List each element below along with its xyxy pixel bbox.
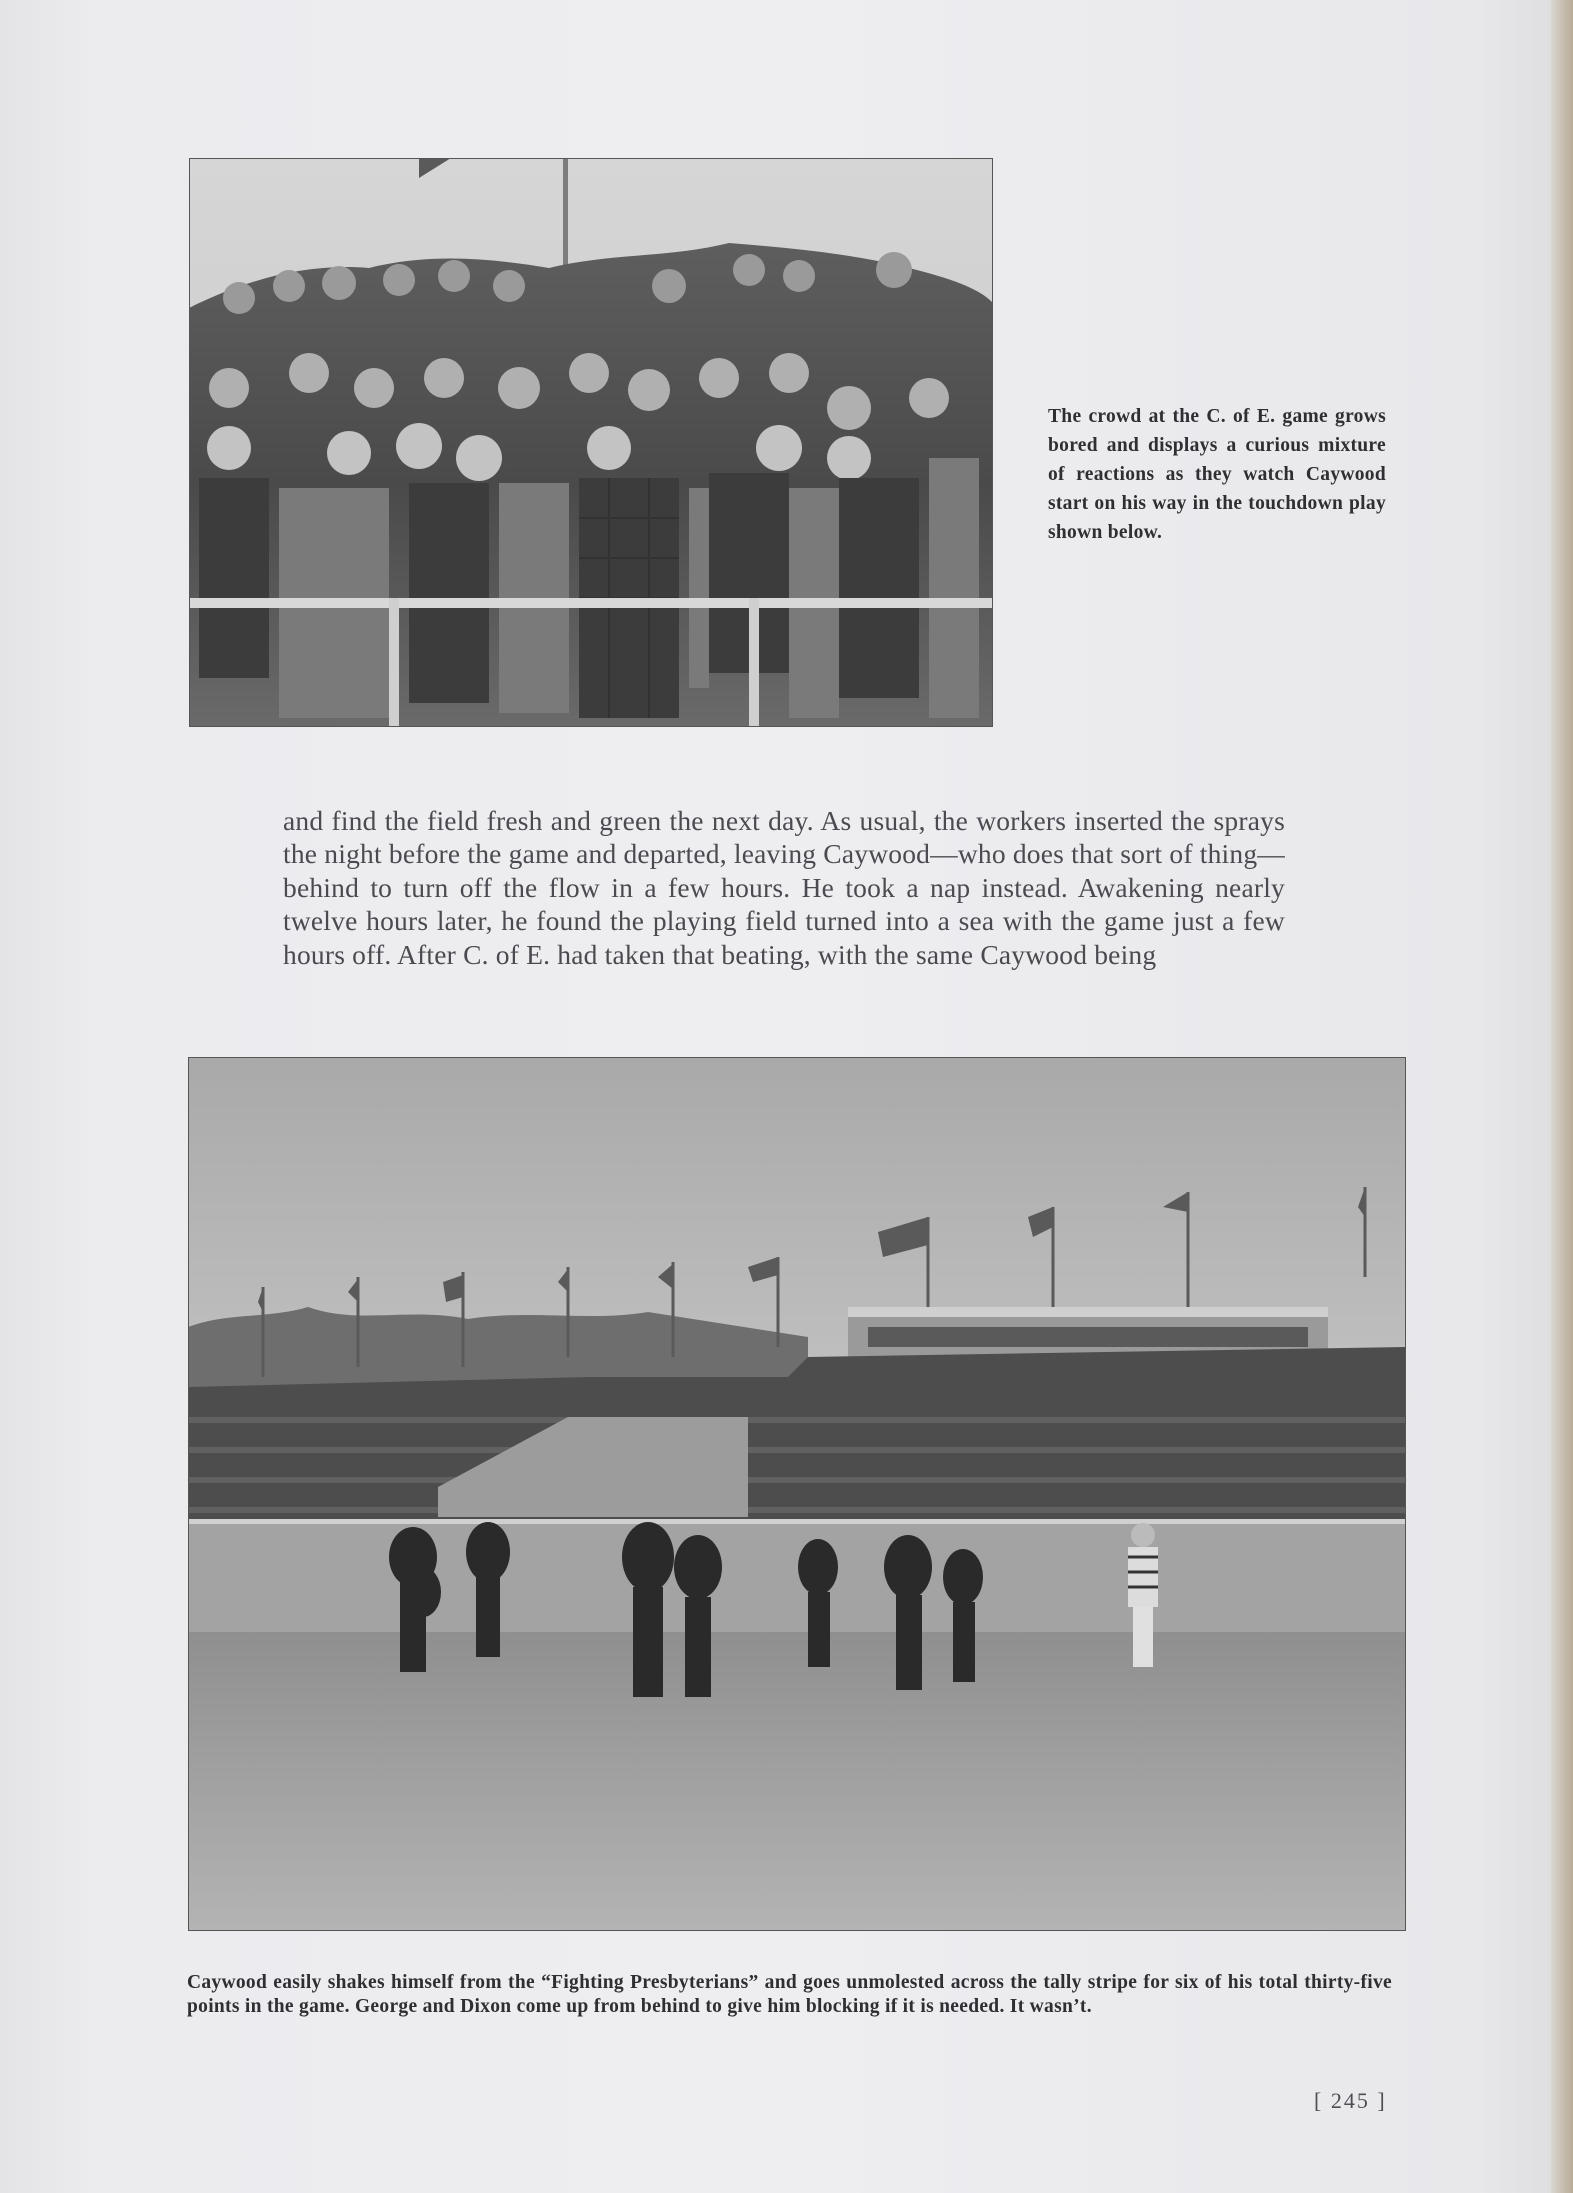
football-game-photo bbox=[188, 1057, 1406, 1931]
body-text-paragraph: and find the field fresh and green the next day. As usual, the workers inserted the sprays the night before the game and departed, leaving Caywood—who does that sort of thing—behind to turn off the flow in a few hours. He took a nap instead. Awakening nearly twelve hours later, he found the playing field turned into a sea with the game just a few hours off. After C. of E. had taken that beating, with the same Caywood being bbox=[283, 804, 1285, 970]
crowd-photo-caption: The crowd at the C. of E. game grows bored and displays a curious mixture of reactions as they watch Caywood start on his way in the touchdown play shown below. bbox=[1048, 405, 1386, 543]
crowd-photo bbox=[189, 158, 993, 727]
page-number: [ 245 ] bbox=[1314, 2088, 1387, 2113]
game-photo-caption: Caywood easily shakes himself from the “Fighting Presbyterians” and goes unmolested across the tally stripe for six of his total thirty-five points in the game. George and Dixon come up from behind to give him blocking if it is needed. It wasn’t. bbox=[187, 1971, 1392, 2017]
page-edge bbox=[1551, 0, 1573, 2193]
